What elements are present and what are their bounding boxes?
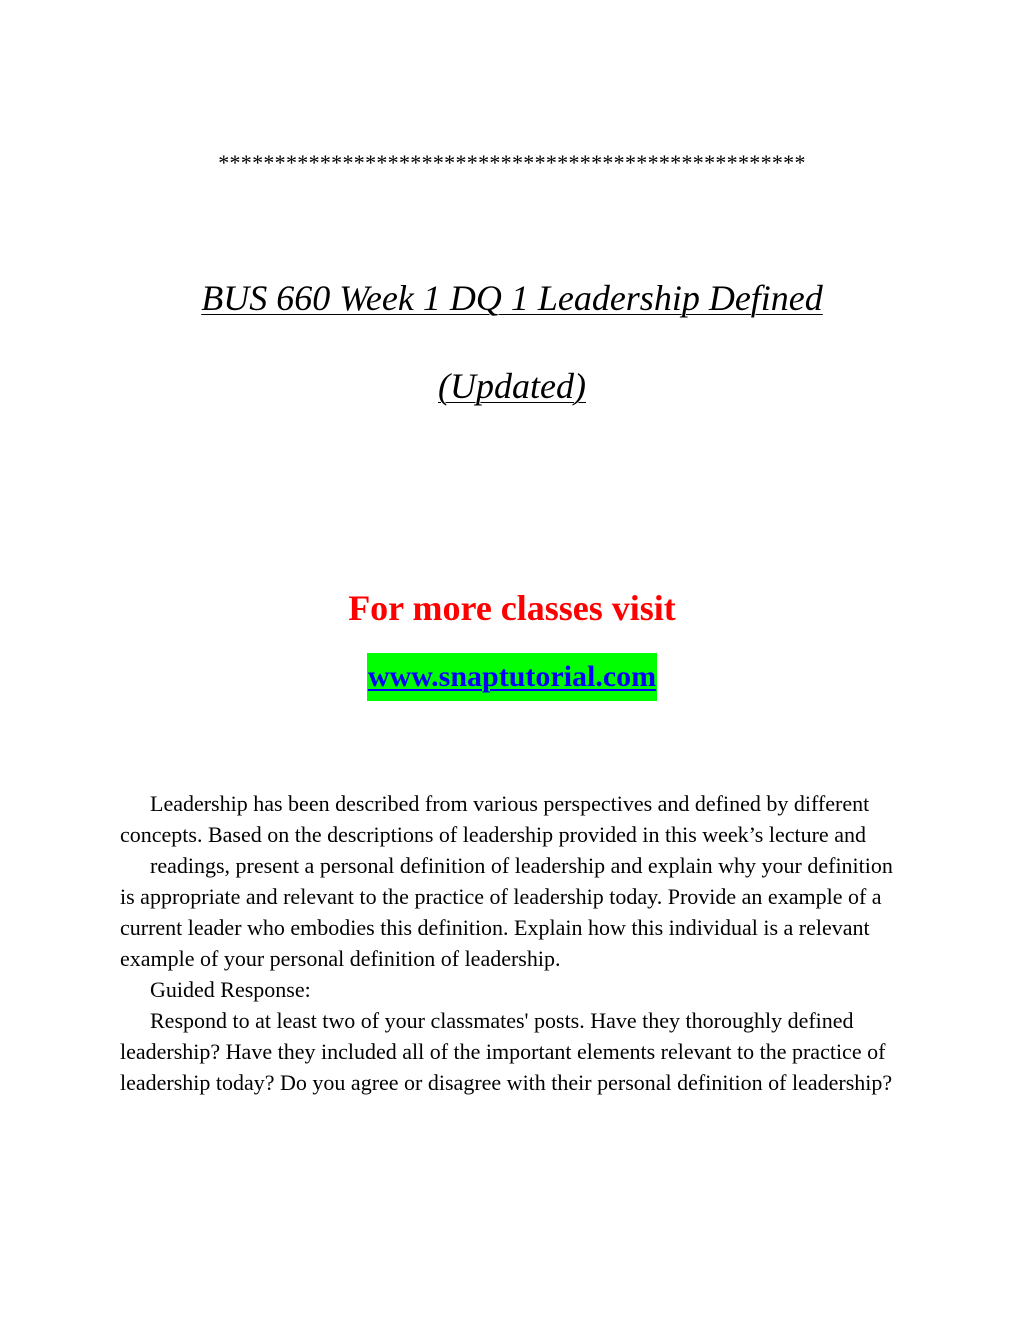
paragraph-guided-response: Respond to at least two of your classmates' posts. Have they thoroughly defined leadership? Have they included all of the important elements relevant to the practice of leadership today? Do you agree or disagree with their personal definition of leadership?	[120, 1008, 893, 1095]
body-text	[120, 788, 910, 1098]
document-title: BUS 660 Week 1 DQ 1 Leadership Defined	[201, 278, 823, 318]
document-title-suffix: (Updated)	[438, 366, 586, 406]
separator-stars: ****************************************************	[218, 150, 806, 175]
promo-text: For more classes visit	[348, 588, 676, 628]
snaptutorial-link[interactable]: www.snaptutorial.com	[367, 653, 657, 701]
paragraph-instructions: readings, present a personal definition of leadership and explain why your definition is appropriate and relevant to the practice of leadership today. Provide an example of a current leader who embodies this definition. Explain how this individual is a relevant example of your personal definition of leadership.	[120, 853, 893, 971]
paragraph-intro: Leadership has been described from various perspectives and defined by different concepts. Based on the descriptions of leadership provided in this week’s lecture and	[120, 791, 870, 847]
promo-link-container	[0, 653, 1024, 701]
guided-response-heading: Guided Response:	[150, 977, 311, 1002]
